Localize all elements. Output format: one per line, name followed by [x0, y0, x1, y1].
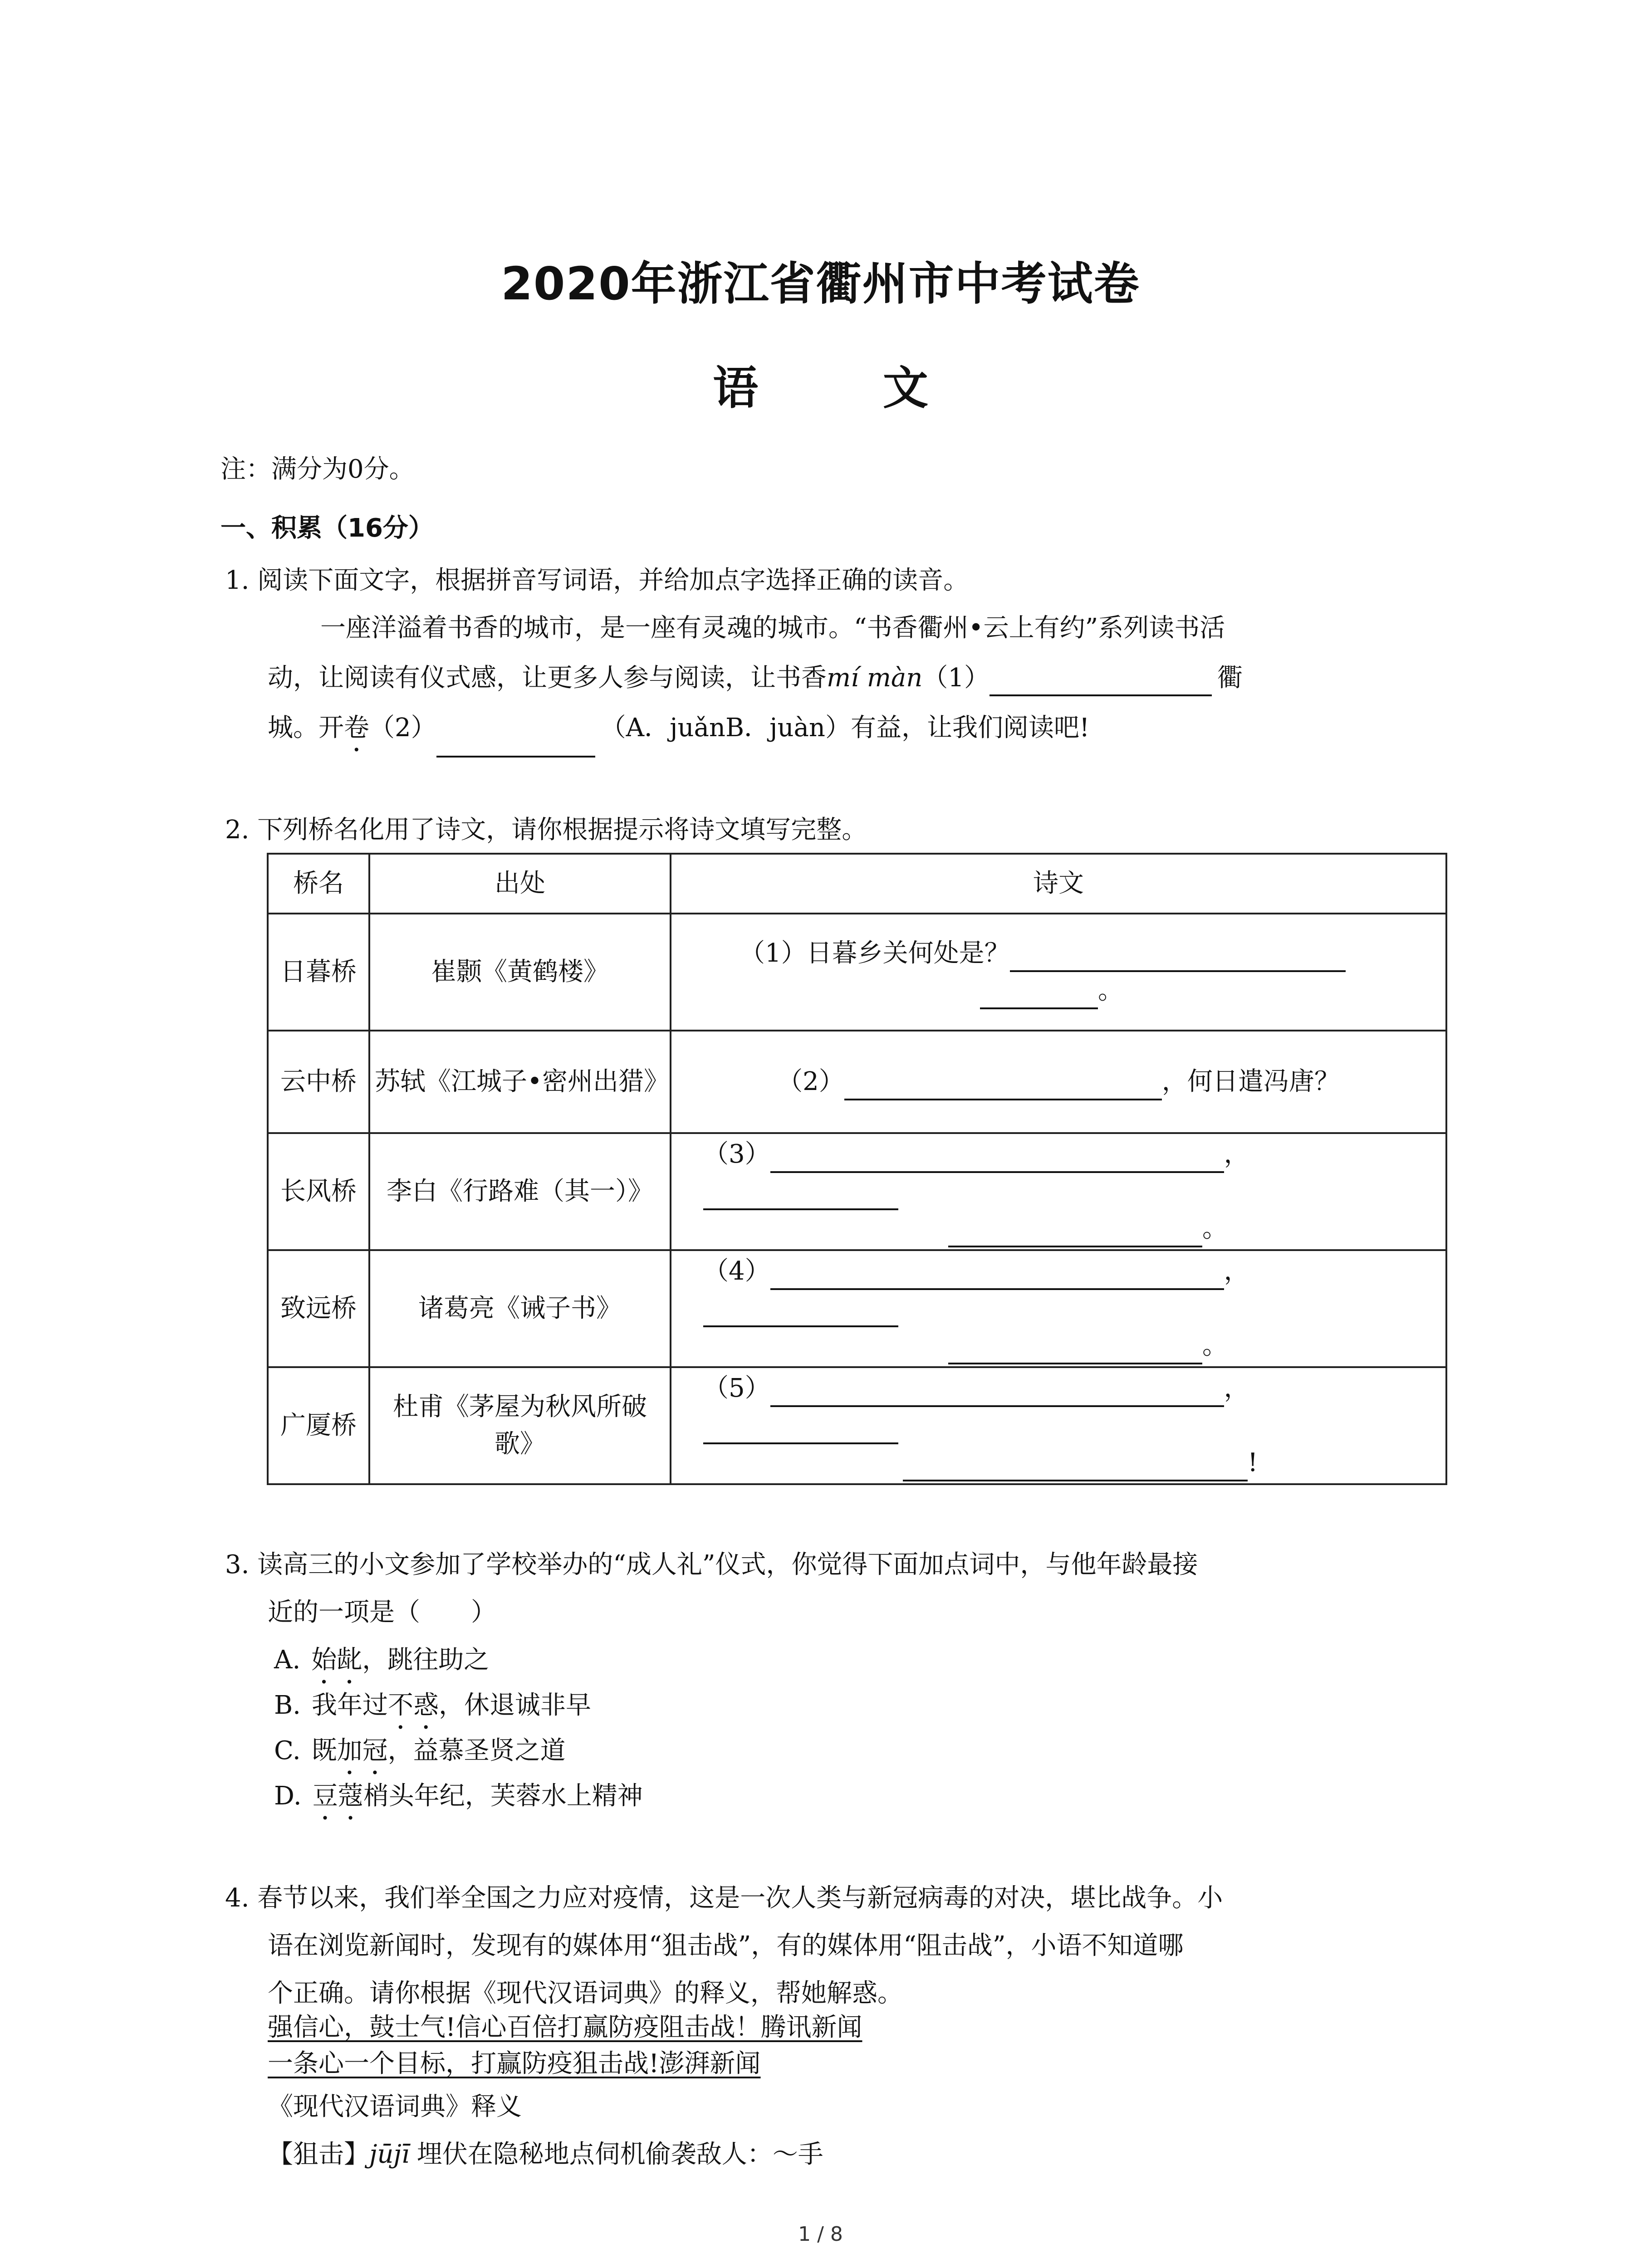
punctuation: ，	[1224, 1256, 1249, 1286]
option-dotted-word: 加冠	[337, 1736, 388, 1765]
answer-blank[interactable]	[770, 1263, 1224, 1290]
poem-text	[671, 914, 1446, 1031]
poem-prompt: （5）	[703, 1374, 770, 1403]
poem-prompt: （2）	[777, 1067, 844, 1096]
bridge-name: 云中桥	[268, 1031, 369, 1133]
q4-stem-line-1: 4. 春节以来，我们举全国之力应对疫情，这是一次人类与新冠病毒的对决，堪比战争。小	[225, 1883, 1223, 1913]
table-row	[268, 1133, 1446, 1250]
dictionary-title: 《现代汉语词典》释义	[268, 2092, 522, 2121]
q3-stem-line-1: 3. 读高三的小文参加了学校举办的“成人礼”仪式，你觉得下面加点词中，与他年龄最接	[225, 1550, 1198, 1579]
option-text: ，休退诚非早	[438, 1691, 591, 1720]
option-letter: D.	[274, 1781, 302, 1811]
section-heading: 一、积累（16分）	[220, 513, 434, 543]
table-row	[268, 1367, 1446, 1484]
option-text: ，益慕圣贤之道	[387, 1736, 566, 1765]
q3-stem-line-2: 近的一项是（ ）	[268, 1598, 496, 1627]
q3-option-a[interactable]	[274, 1642, 489, 1690]
q1-answer-blank-2[interactable]	[436, 728, 595, 758]
q4-stem-line-2: 语在浏览新闻时，发现有的媒体用“狙击战”，有的媒体用“阻击战”，小语不知道哪	[268, 1931, 1184, 1960]
q2-stem: 2. 下列桥名化用了诗文，请你根据提示将诗文填写完整。	[225, 815, 867, 845]
poem-text	[671, 1133, 1446, 1250]
option-dotted-word: 不惑	[387, 1691, 439, 1720]
poem-text	[671, 1250, 1446, 1367]
option-dotted-word: 豆蔻	[312, 1781, 363, 1811]
poem-fragment: ，何日遣冯唐？	[1161, 1067, 1340, 1096]
answer-blank[interactable]	[770, 1380, 1224, 1407]
option-letter: B.	[274, 1691, 301, 1720]
option-text: ，跳往助之	[362, 1645, 490, 1675]
punctuation: 。	[1202, 1214, 1228, 1243]
q4-stem-line-3: 个正确。请你根据《现代汉语词典》的释义，帮她解惑。	[268, 1979, 903, 2008]
exam-title: 2020年浙江省衢州市中考试卷	[501, 257, 1140, 310]
entry-headword: 【狙击】	[268, 2140, 369, 2169]
option-letter: A.	[274, 1645, 301, 1675]
table-row	[268, 914, 1446, 1031]
poem-source: 李白《行路难（其一）》	[369, 1133, 671, 1250]
answer-blank[interactable]	[703, 1417, 898, 1444]
table-header-row	[268, 854, 1446, 914]
q1-passage-line-2	[268, 660, 1243, 696]
poem-text	[671, 1031, 1446, 1133]
answer-blank[interactable]	[770, 1146, 1224, 1173]
news-headline-1: 强信心，鼓士气!信心百倍打赢防疫阻击战！腾讯新闻	[268, 2013, 862, 2042]
answer-blank[interactable]	[948, 1220, 1202, 1247]
answer-blank[interactable]	[844, 1073, 1162, 1100]
bridge-name: 广厦桥	[268, 1367, 369, 1484]
option-text: 梢头年纪，芙蓉水上精神	[363, 1781, 643, 1811]
answer-blank[interactable]	[980, 982, 1098, 1009]
poem-prompt: （4）	[703, 1256, 770, 1286]
page-number: 1 / 8	[798, 2223, 843, 2246]
q1-options: （A．juǎnB．juàn）有益，让我们阅读吧!	[600, 713, 1090, 743]
punctuation: ，	[1224, 1374, 1249, 1403]
table-row	[268, 1250, 1446, 1367]
option-letter: C.	[274, 1736, 301, 1765]
q1-stem: 1. 阅读下面文字，根据拼音写词语，并给加点字选择正确的读音。	[225, 566, 969, 595]
answer-blank[interactable]	[703, 1300, 898, 1327]
news-headline-2: 一条心一个目标，打赢防疫狙击战!澎湃新闻	[268, 2049, 761, 2078]
entry-definition: 埋伏在隐秘地点伺机偷袭敌人：～手	[416, 2140, 823, 2169]
punctuation: 。	[1098, 976, 1123, 1005]
poem-prompt: （1）日暮乡关何处是？	[740, 938, 1010, 968]
poem-table	[267, 853, 1447, 1485]
q1-pinyin: mí màn	[827, 663, 923, 693]
bridge-name: 日暮桥	[268, 914, 369, 1031]
header-source: 出处	[369, 854, 671, 914]
q1-dotted-char: 卷	[344, 713, 369, 743]
entry-pinyin: jūjī	[369, 2140, 410, 2169]
answer-blank[interactable]	[948, 1337, 1202, 1364]
q1-answer-blank-1[interactable]	[989, 667, 1212, 696]
poem-source: 诸葛亮《诫子书》	[369, 1250, 671, 1367]
q1-passage-line-3	[268, 710, 1090, 758]
q1-blank-label-1: （1）	[922, 663, 990, 693]
q1-text-end: 衢	[1217, 663, 1243, 693]
score-note: 注：满分为0分。	[220, 455, 415, 484]
q1-passage-line-1: 一座洋溢着书香的城市，是一座有灵魂的城市。“书香衢州•云上有约”系列读书活	[320, 613, 1225, 643]
q3-option-d[interactable]	[274, 1778, 643, 1826]
table-row	[268, 1031, 1446, 1133]
punctuation: ，	[1224, 1139, 1249, 1169]
poem-source: 苏轼《江城子•密州出猎》	[369, 1031, 671, 1133]
subject-title: 语 文	[713, 362, 983, 415]
dictionary-entry	[268, 2136, 823, 2173]
option-text: 既	[311, 1736, 337, 1765]
poem-source: 崔颢《黄鹤楼》	[369, 914, 671, 1031]
q3-option-c[interactable]	[274, 1733, 566, 1780]
option-text: 我年过	[311, 1691, 388, 1720]
bridge-name: 致远桥	[268, 1250, 369, 1367]
q1-text: 动，让阅读有仪式感，让更多人参与阅读，让书香	[268, 663, 827, 693]
q3-option-b[interactable]	[274, 1687, 591, 1735]
poem-text	[671, 1367, 1446, 1484]
poem-source: 杜甫《茅屋为秋风所破歌》	[369, 1367, 671, 1484]
poem-prompt: （3）	[703, 1139, 770, 1169]
bridge-name: 长风桥	[268, 1133, 369, 1250]
punctuation: !	[1248, 1448, 1258, 1477]
q1-text: 城。开	[268, 713, 344, 743]
q1-blank-label-2: （2）	[369, 713, 436, 743]
option-dotted-word: 始龀	[311, 1645, 362, 1675]
punctuation: 。	[1202, 1331, 1228, 1360]
answer-blank[interactable]	[1010, 945, 1346, 972]
answer-blank[interactable]	[903, 1454, 1248, 1481]
header-poem: 诗文	[671, 854, 1446, 914]
header-bridge: 桥名	[268, 854, 369, 914]
answer-blank[interactable]	[703, 1183, 898, 1210]
